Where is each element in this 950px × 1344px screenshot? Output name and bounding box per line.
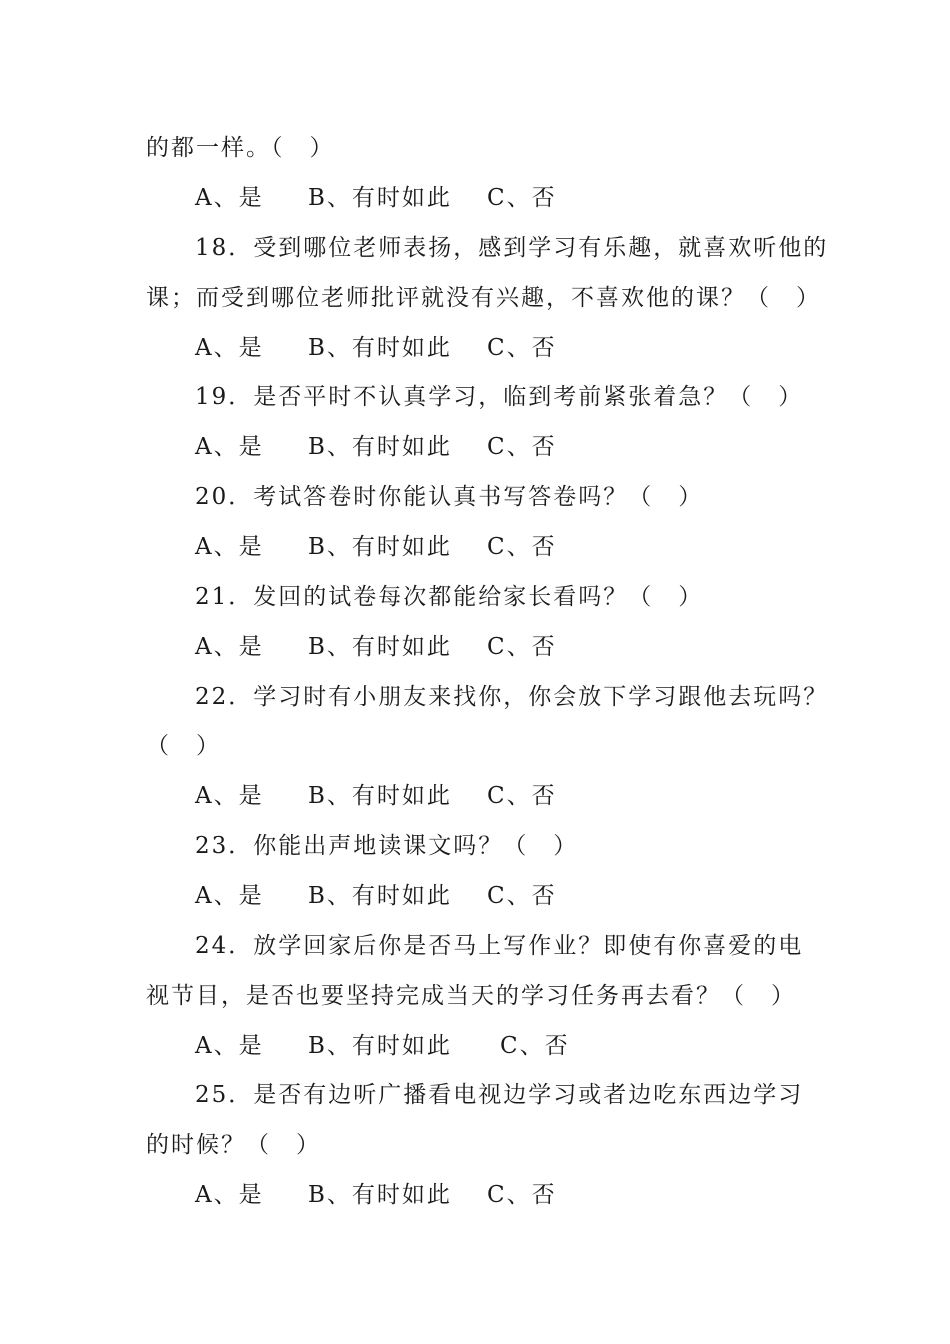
option-b: B、有时如此 [308, 1182, 452, 1208]
option-a: A、是 [195, 434, 264, 460]
option-a: A、是 [195, 1033, 264, 1059]
question-24-line-2: 视节目，是否也要坚持完成当天的学习任务再去看？（ ） [146, 983, 796, 1009]
option-c: C、否 [487, 335, 557, 361]
option-c: C、否 [500, 1033, 570, 1059]
option-b: B、有时如此 [308, 335, 452, 361]
option-a: A、是 [195, 534, 264, 560]
option-b: B、有时如此 [308, 534, 452, 560]
option-b: B、有时如此 [308, 634, 452, 660]
option-a: A、是 [195, 335, 264, 361]
question-23-line-1: 23．你能出声地读课文吗？（ ） [195, 833, 579, 859]
question-25-line-2: 的时候？（ ） [146, 1132, 321, 1158]
option-b: B、有时如此 [308, 185, 452, 211]
option-c: C、否 [487, 185, 557, 211]
option-c: C、否 [487, 534, 557, 560]
option-a: A、是 [195, 1182, 264, 1208]
option-a: A、是 [195, 634, 264, 660]
option-b: B、有时如此 [308, 434, 452, 460]
option-c: C、否 [487, 634, 557, 660]
option-b: B、有时如此 [308, 883, 452, 909]
option-b: B、有时如此 [308, 1033, 452, 1059]
question-19-line-1: 19．是否平时不认真学习，临到考前紧张着急？（ ） [195, 384, 804, 410]
question-21-line-1: 21．发回的试卷每次都能给家长看吗？（ ） [195, 584, 704, 610]
option-c: C、否 [487, 783, 557, 809]
question-18-line-1: 18．受到哪位老师表扬，感到学习有乐趣，就喜欢听他的 [195, 235, 829, 261]
question-22-line-2: （ ） [146, 733, 221, 759]
question-22-line-1: 22．学习时有小朋友来找你，你会放下学习跟他去玩吗？ [195, 684, 829, 710]
option-a: A、是 [195, 883, 264, 909]
question-20-line-1: 20．考试答卷时你能认真书写答卷吗？（ ） [195, 484, 704, 510]
option-c: C、否 [487, 1182, 557, 1208]
question-17-continuation: 的都一样。（ ） [146, 135, 335, 161]
option-c: C、否 [487, 883, 557, 909]
question-24-line-1: 24．放学回家后你是否马上写作业？即使有你喜爱的电 [195, 933, 804, 959]
question-18-line-2: 课；而受到哪位老师批评就没有兴趣，不喜欢他的课？（ ） [146, 285, 821, 311]
option-b: B、有时如此 [308, 783, 452, 809]
question-25-line-1: 25．是否有边听广播看电视边学习或者边吃东西边学习 [195, 1082, 804, 1108]
option-a: A、是 [195, 783, 264, 809]
option-a: A、是 [195, 185, 264, 211]
option-c: C、否 [487, 434, 557, 460]
